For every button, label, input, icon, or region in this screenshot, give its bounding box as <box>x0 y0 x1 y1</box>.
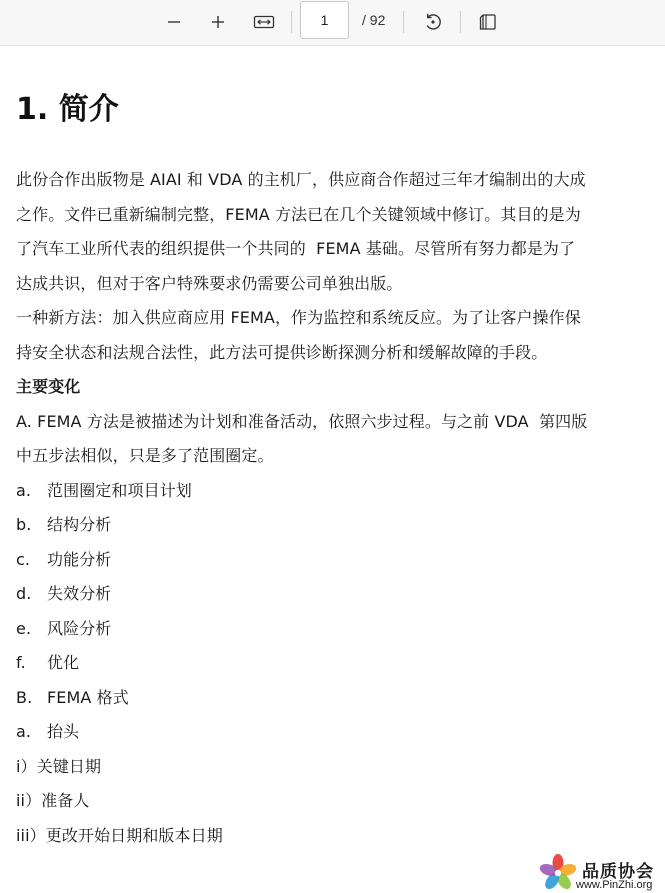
list-marker: B. <box>16 687 33 707</box>
toolbar-divider <box>403 11 404 33</box>
pdf-toolbar <box>0 0 665 46</box>
toolbar-divider <box>460 11 461 33</box>
line-text: 之作。文件已重新编制完整，FEMA 方法已在几个关键领域中修订。其目的是为 <box>16 204 581 224</box>
toolbar-divider <box>291 11 292 33</box>
list-item <box>16 612 636 647</box>
list-item <box>16 715 636 750</box>
list-marker: e. <box>16 618 32 638</box>
section-title: 1. 简介 <box>16 92 119 127</box>
list-marker: f. <box>16 653 26 672</box>
zoom-in-button[interactable] <box>203 7 233 37</box>
page-number-input[interactable] <box>300 1 349 39</box>
page-total-label: / 92 <box>362 12 386 28</box>
paragraph-line <box>16 301 636 336</box>
watermark-logo <box>538 853 663 893</box>
line-text: 抬头 <box>47 722 80 741</box>
line-text: 一种新方法：加入供应商应用 FEMA，作为监控和系统反应。为了让客户操作保 <box>16 308 581 327</box>
list-item <box>16 474 636 509</box>
list-marker: d. <box>16 584 32 603</box>
line-text: 了汽车工业所代表的组织提供一个共同的 FEMA 基础。尽管所有努力都是为了 <box>16 239 576 258</box>
paragraph-line <box>16 267 636 302</box>
paragraph-line <box>16 198 636 233</box>
document-page <box>0 47 665 891</box>
paragraph-line <box>16 163 636 198</box>
watermark-name: 品质协会 <box>582 862 654 882</box>
document-body <box>16 163 636 853</box>
line-text: 优化 <box>47 653 80 672</box>
line-text: 此份合作出版物是 AIAI 和 VDA 的主机厂，供应商合作超过三年才编制出的大成 <box>16 170 586 189</box>
line-text: 中五步法相似，只是多了范围圈定。 <box>16 446 274 465</box>
page-view-icon <box>478 12 498 32</box>
line-text: 风险分析 <box>47 618 112 638</box>
line-text: 范围圈定和项目计划 <box>47 480 192 500</box>
line-text: 达成共识，但对于客户特殊要求仍需要公司单独出版。 <box>16 273 403 293</box>
list-item <box>16 508 636 543</box>
section-heading <box>16 370 636 405</box>
line-text: A. FEMA 方法是被描述为计划和准备活动，依照六步过程。与之前 VDA 第四版 <box>16 411 588 431</box>
rotate-icon <box>423 12 443 32</box>
plus-icon <box>210 14 226 30</box>
paragraph-line <box>16 405 636 440</box>
list-item <box>16 646 636 681</box>
rotate-button[interactable] <box>418 7 448 37</box>
paragraph-line <box>16 750 636 785</box>
line-text: 失效分析 <box>47 584 112 603</box>
line-text: i）关键日期 <box>16 756 102 776</box>
line-text: FEMA 格式 <box>47 687 129 707</box>
line-text: 结构分析 <box>47 515 112 534</box>
list-item <box>16 681 636 716</box>
zoom-out-button[interactable] <box>159 7 189 37</box>
line-text: ii）准备人 <box>16 791 90 810</box>
flower-logo-icon <box>538 853 578 893</box>
minus-icon <box>166 14 182 30</box>
page-view-button[interactable] <box>473 7 503 37</box>
line-text: 主要变化 <box>16 377 81 396</box>
paragraph-line <box>16 336 636 371</box>
watermark-url: www.PinZhi.org <box>576 879 653 891</box>
paragraph-line <box>16 439 636 474</box>
paragraph-line <box>16 232 636 267</box>
line-text: iii）更改开始日期和版本日期 <box>16 825 223 845</box>
list-marker: b. <box>16 515 32 534</box>
list-marker: a. <box>16 480 32 500</box>
line-text: 功能分析 <box>47 549 112 569</box>
list-item <box>16 543 636 578</box>
list-marker: c. <box>16 549 31 569</box>
list-marker: a. <box>16 722 32 741</box>
paragraph-line <box>16 784 636 819</box>
fit-width-icon <box>253 14 275 30</box>
fit-width-button[interactable] <box>249 7 279 37</box>
list-item <box>16 577 636 612</box>
line-text: 持安全状态和法规合法性，此方法可提供诊断探测分析和缓解故障的手段。 <box>16 342 548 362</box>
